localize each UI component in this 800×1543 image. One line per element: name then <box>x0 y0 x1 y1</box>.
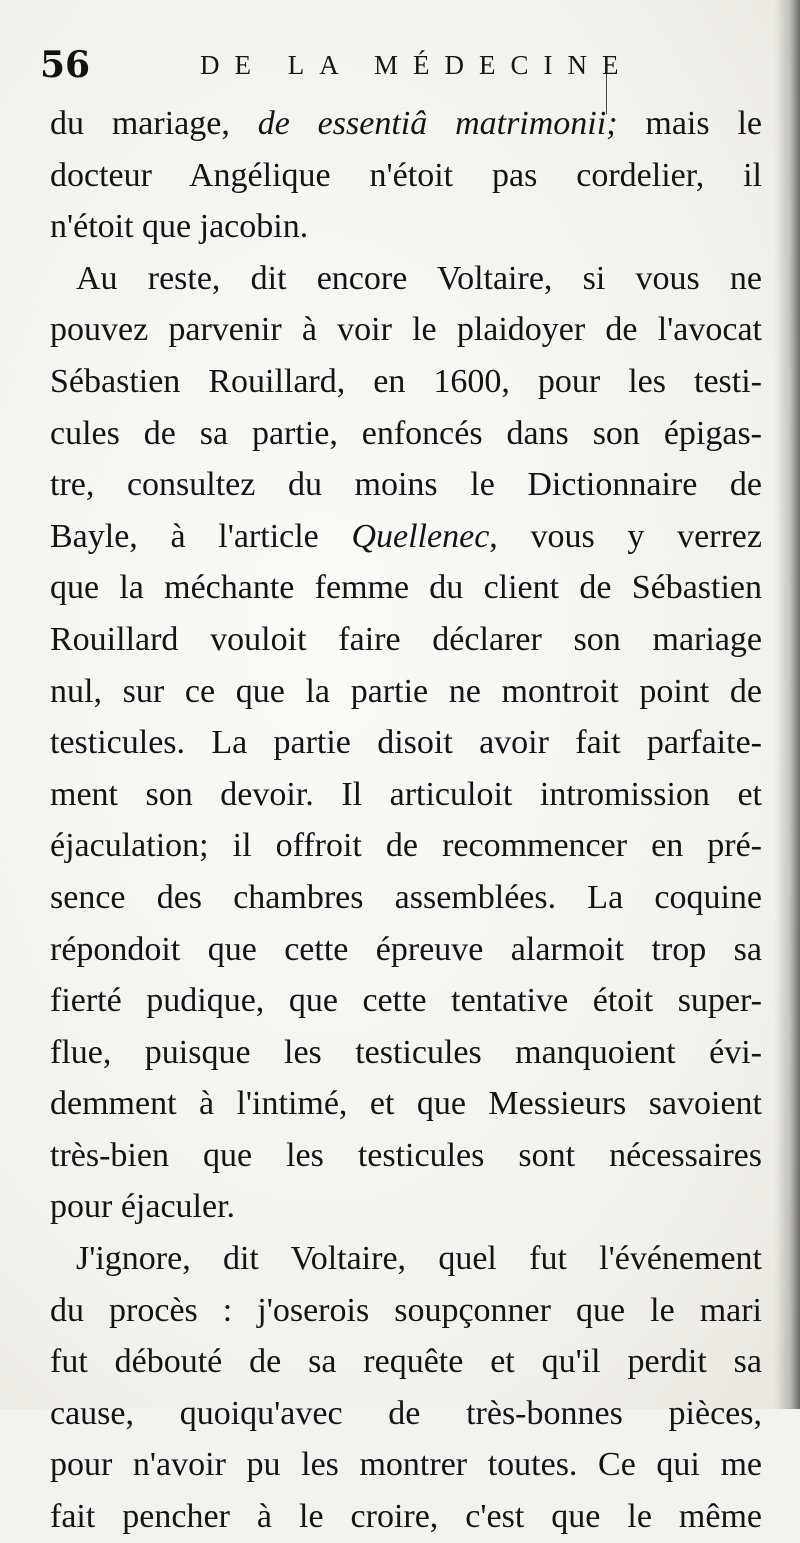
page-number: 56 <box>40 44 91 86</box>
text-line: fierté pudique, que cette tentative étoit super- <box>50 982 762 1020</box>
text-line: pouvez parvenir à voir le plaidoyer de l'avocat <box>50 311 762 349</box>
text-line: ment son devoir. Il articuloit intromission et <box>50 775 762 813</box>
text-line: flue, puisque les testicules manquoient évi- <box>50 1033 762 1071</box>
text-line: très-bien que les testicules sont nécessaires <box>50 1136 762 1174</box>
text-line: cause, quoiqu'avec de très-bonnes pièces, <box>50 1394 762 1432</box>
text-line: nul, sur ce que la partie ne montroit point de <box>50 672 762 710</box>
text-line: du mariage, de essentiâ matrimonii; mais le <box>50 105 762 142</box>
text-line: Rouillard vouloit faire déclarer son mariage <box>50 620 762 658</box>
text-line: Bayle, à l'article Quellenec, vous y verrez <box>50 517 762 555</box>
text-line: Sébastien Rouillard, en 1600, pour les testi- <box>50 362 762 400</box>
text-line: fut débouté de sa requête et qu'il perdit sa <box>50 1343 762 1381</box>
body-text <box>50 98 762 1543</box>
paragraph-start-line: Au reste, dit encore Voltaire, si vous ne <box>76 259 762 297</box>
running-title: DE LA MÉDECINE <box>200 50 634 80</box>
text-line: testicules. La partie disoit avoir fait parfaite- <box>50 724 762 762</box>
text-line: fait pencher à le croire, c'est que le même <box>50 1498 762 1536</box>
text-line: du procès : j'oserois soupçonner que le mari <box>50 1291 762 1329</box>
text-line: tre, consultez du moins le Dictionnaire de <box>50 466 762 504</box>
text-line: pour n'avoir pu les montrer toutes. Ce qui me <box>50 1446 762 1484</box>
text-line: que la méchante femme du client de Sébastien <box>50 569 762 607</box>
text-line: éjaculation; il offroit de recommencer en pré- <box>50 827 762 865</box>
paragraph-start-line: J'ignore, dit Voltaire, quel fut l'événement <box>76 1240 762 1278</box>
text-line: docteur Angélique n'étoit pas cordelier, il <box>50 156 762 194</box>
text-line: n'étoit que jacobin. <box>50 208 309 246</box>
text-line: cules de sa partie, enfoncés dans son épigas- <box>50 414 762 452</box>
text-line: demment à l'intimé, et que Messieurs savoient <box>50 1085 762 1123</box>
text-line: sence des chambres assemblées. La coquine <box>50 878 762 916</box>
page-header <box>40 44 760 94</box>
text-line: pour éjaculer. <box>50 1188 236 1226</box>
binding-shadow <box>774 0 800 1409</box>
text-line: répondoit que cette épreuve alarmoit trop sa <box>50 930 762 968</box>
